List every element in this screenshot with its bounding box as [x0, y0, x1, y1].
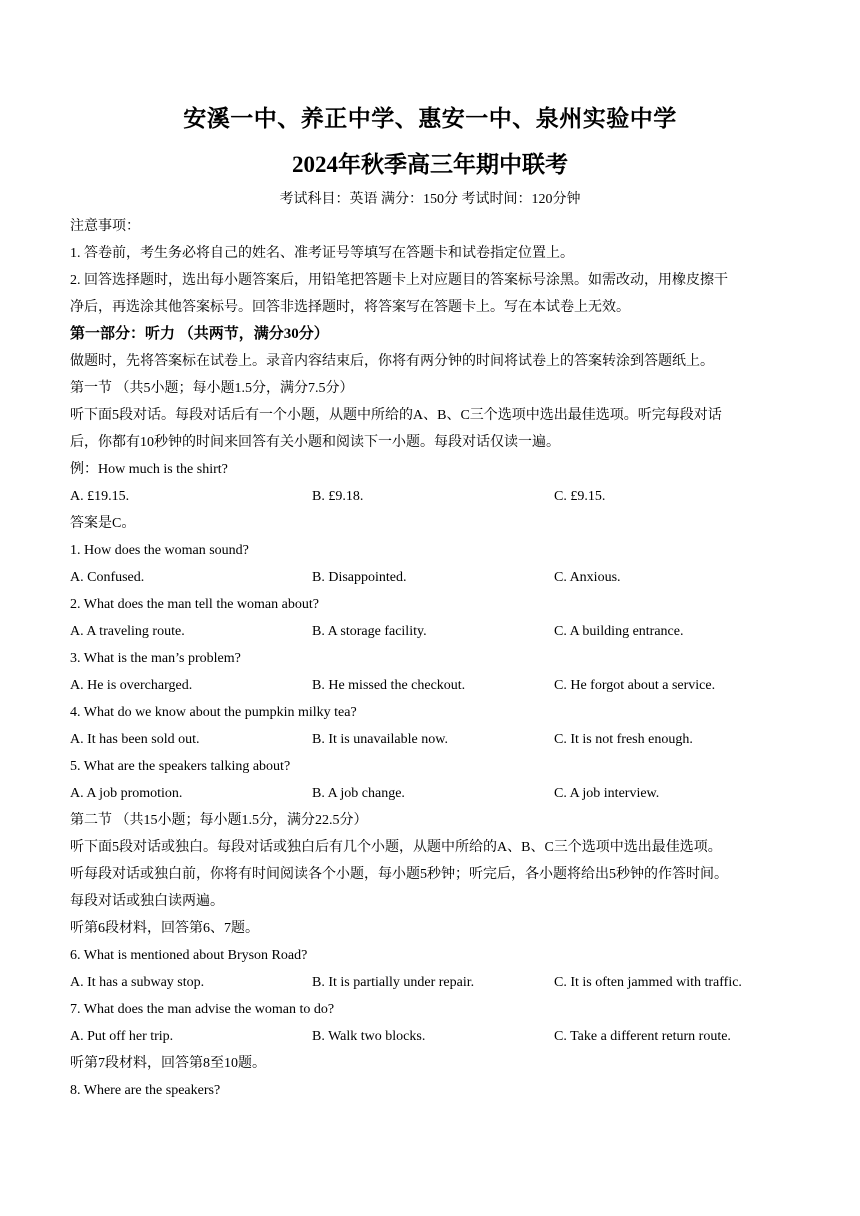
- section2-intro-line-3: 每段对话或独白读两遍。: [70, 894, 224, 909]
- example-options: [70, 483, 792, 510]
- note-item-1: 1. 答卷前，考生务必将自己的姓名、准考证号等填写在答题卡和试卷指定位置上。: [70, 246, 574, 261]
- material-7-instruction: 听第7段材料，回答第8至10题。: [70, 1056, 266, 1071]
- question-1-option-a: A. Confused.: [70, 570, 145, 585]
- example-option-b: B. £9.18.: [312, 489, 364, 504]
- question-2-option-a: A. A traveling route.: [70, 624, 185, 639]
- question-3-option-c: C. He forgot about a service.: [554, 678, 716, 693]
- exam-title-schools: 安溪一中、养正中学、惠安一中、泉州实验中学: [183, 106, 677, 131]
- question-2: 2. What does the man tell the woman about?: [70, 597, 319, 612]
- example-question: 例：How much is the shirt?: [70, 462, 228, 477]
- exam-title-term: 2024年秋季高三年期中联考: [292, 152, 568, 177]
- question-1-options: [70, 564, 792, 591]
- question-1-option-c: C. Anxious.: [554, 570, 621, 585]
- question-6: 6. What is mentioned about Bryson Road?: [70, 948, 308, 963]
- question-2-option-b: B. A storage facility.: [312, 624, 427, 639]
- question-7-option-b: B. Walk two blocks.: [312, 1029, 426, 1044]
- question-1: 1. How does the woman sound?: [70, 543, 249, 558]
- question-4-options: [70, 726, 792, 753]
- question-5-option-c: C. A job interview.: [554, 786, 660, 801]
- question-3: 3. What is the man’s problem?: [70, 651, 241, 666]
- question-5-options: [70, 780, 792, 807]
- question-2-option-c: C. A building entrance.: [554, 624, 684, 639]
- question-4-option-a: A. It has been sold out.: [70, 732, 200, 747]
- section2-intro-line-2: 听每段对话或独白前，你将有时间阅读各个小题，每小题5秒钟；听完后，各小题将给出5秒钟的作答时间。: [70, 867, 728, 882]
- question-6-option-b: B. It is partially under repair.: [312, 975, 475, 990]
- note-item-2-line-1: 2. 回答选择题时，选出每小题答案后，用铅笔把答题卡上对应题目的答案标号涂黑。如需改动，用橡皮擦干: [70, 273, 728, 288]
- exam-subject-info: 考试科目：英语 满分：150分 考试时间：120分钟: [279, 192, 581, 207]
- question-5-option-b: B. A job change.: [312, 786, 405, 801]
- section1-intro-line-2: 后，你都有10秒钟的时间来回答有关小题和阅读下一小题。每段对话仅读一遍。: [70, 435, 560, 450]
- question-4-option-b: B. It is unavailable now.: [312, 732, 448, 747]
- question-3-options: [70, 672, 792, 699]
- question-5: 5. What are the speakers talking about?: [70, 759, 291, 774]
- question-5-option-a: A. A job promotion.: [70, 786, 183, 801]
- section2-title: 第二节 （共15小题；每小题1.5分，满分22.5分）: [70, 813, 368, 828]
- question-3-option-b: B. He missed the checkout.: [312, 678, 466, 693]
- part1-intro: 做题时，先将答案标在试卷上。录音内容结束后，你将有两分钟的时间将试卷上的答案转涂到答题纸上。: [70, 354, 714, 369]
- question-6-options: [70, 969, 792, 996]
- question-2-options: [70, 618, 792, 645]
- question-4-option-c: C. It is not fresh enough.: [554, 732, 693, 747]
- example-option-a: A. £19.15.: [70, 489, 130, 504]
- question-7: 7. What does the man advise the woman to do?: [70, 1002, 335, 1017]
- part1-heading: 第一部分：听力 （共两节，满分30分）: [70, 326, 329, 342]
- question-4: 4. What do we know about the pumpkin milky tea?: [70, 705, 357, 720]
- question-6-option-c: C. It is often jammed with traffic.: [554, 975, 742, 990]
- section1-intro-line-1: 听下面5段对话。每段对话后有一个小题，从题中所给的A、B、C三个选项中选出最佳选项。听完每段对话: [70, 408, 722, 423]
- question-6-option-a: A. It has a subway stop.: [70, 975, 205, 990]
- question-7-options: [70, 1023, 792, 1050]
- question-7-option-a: A. Put off her trip.: [70, 1029, 174, 1044]
- example-answer: 答案是C。: [70, 516, 136, 531]
- question-7-option-c: C. Take a different return route.: [554, 1029, 731, 1044]
- question-3-option-a: A. He is overcharged.: [70, 678, 193, 693]
- material-6-instruction: 听第6段材料，回答第6、7题。: [70, 921, 259, 936]
- section2-intro-line-1: 听下面5段对话或独白。每段对话或独白后有几个小题，从题中所给的A、B、C三个选项中选出最佳选项。: [70, 840, 722, 855]
- exam-content: [70, 213, 792, 1104]
- section1-title: 第一节 （共5小题；每小题1.5分，满分7.5分）: [70, 381, 354, 396]
- question-1-option-b: B. Disappointed.: [312, 570, 407, 585]
- example-option-c: C. £9.15.: [554, 489, 606, 504]
- question-8: 8. Where are the speakers?: [70, 1083, 221, 1098]
- notes-label: 注意事项：: [70, 219, 140, 234]
- note-item-2-line-2: 净后，再选涂其他答案标号。回答非选择题时，将答案写在答题卡上。写在本试卷上无效。: [70, 300, 630, 315]
